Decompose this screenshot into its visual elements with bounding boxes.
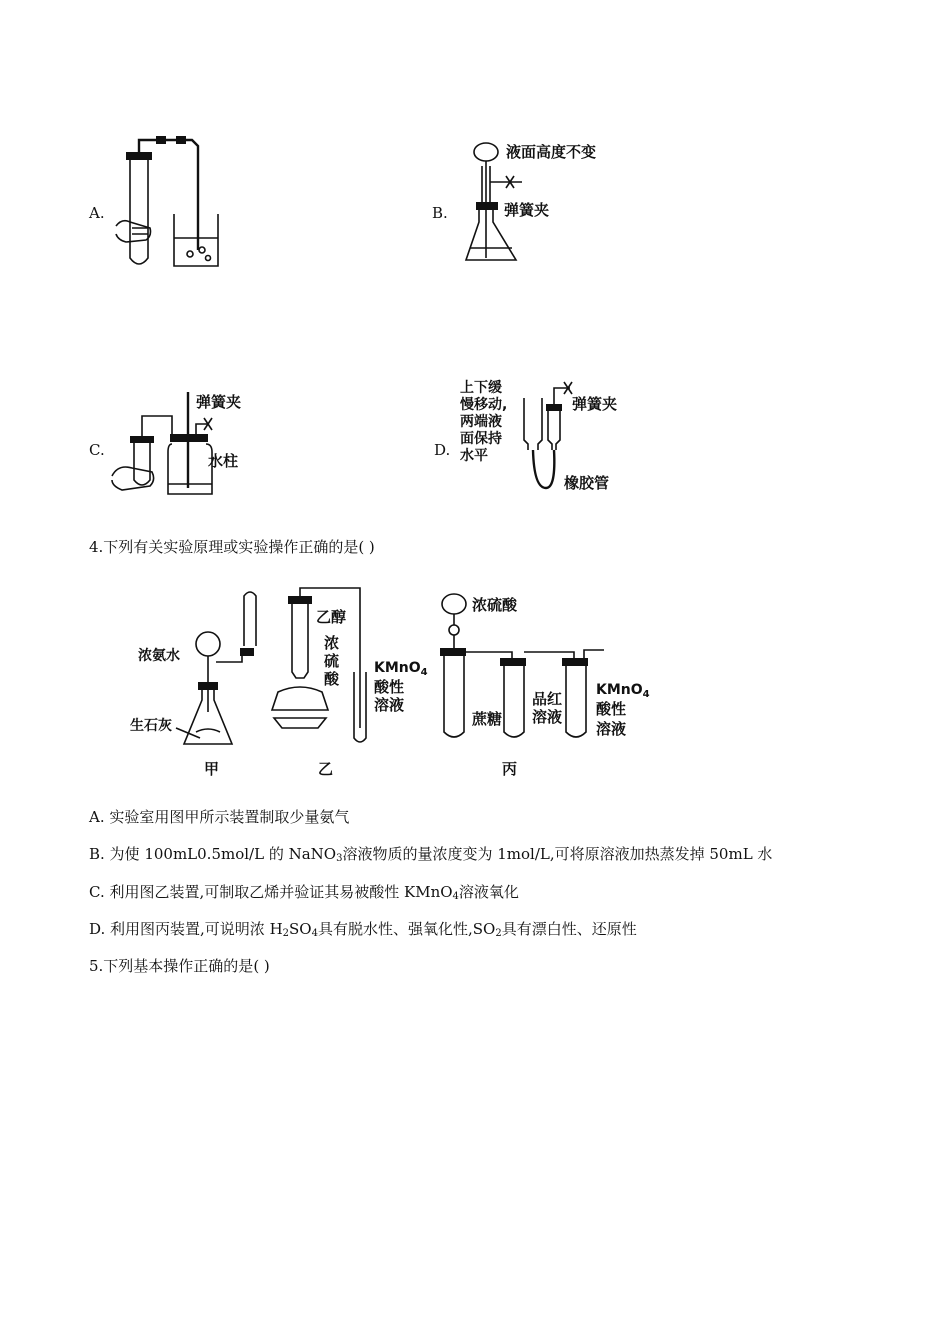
label-move-5: 水平 [460, 448, 488, 464]
question-4-stem: 4.下列有关实验原理或实验操作正确的是( ) [89, 538, 375, 556]
label-yi-acid-2: 硫 [324, 652, 340, 670]
caption-yi: 乙 [318, 760, 334, 778]
label-spring-clip-c: 弹簧夹 [196, 393, 242, 411]
q4-option-b: B. 为使 100mL0.5mol/L 的 NaNO$_3$溶液物质的量浓度变为 1mol/L,可将原溶液加热蒸发掉 50mL 水 [89, 845, 773, 864]
label-pinhong: 品红 [532, 690, 563, 708]
option-a-letter: A. [89, 204, 105, 222]
label-bing-solution: 溶液 [596, 720, 627, 738]
label-bing-acidic: 酸性 [596, 700, 627, 718]
label-bing-acid: 浓硫酸 [472, 596, 518, 614]
label-spring-clip-b: 弹簧夹 [504, 201, 550, 219]
q4-option-a: A. 实验室用图甲所示装置制取少量氨气 [89, 808, 350, 826]
label-pinhong-solution: 溶液 [532, 708, 563, 726]
label-yi-acidic: 酸性 [374, 678, 405, 696]
option-c-letter: C. [89, 441, 105, 459]
label-move-2: 慢移动, [460, 397, 508, 413]
apparatus-yi [272, 588, 428, 778]
caption-jia: 甲 [204, 760, 220, 778]
label-move-1: 上下缓 [460, 380, 502, 396]
apparatus-jia [130, 592, 256, 778]
figure-c-apparatus [108, 388, 258, 498]
label-yi-kmno4: KMnO$_4$ [374, 660, 428, 678]
label-sucrose: 蔗糖 [472, 710, 503, 728]
label-rubber-tube: 橡胶管 [564, 474, 610, 492]
option-d-letter: D. [434, 441, 451, 459]
label-move-4: 面保持 [460, 431, 502, 447]
q4-option-c: C. 利用图乙装置,可制取乙烯并验证其易被酸性 KMnO$_4$溶液氧化 [89, 883, 519, 902]
label-yi-acid-3: 酸 [324, 670, 340, 688]
figure-b-apparatus [462, 138, 622, 268]
label-liquid-level-unchanged: 液面高度不变 [506, 143, 597, 161]
label-ethanol: 乙醇 [316, 608, 347, 626]
label-water-column: 水柱 [208, 452, 239, 470]
label-quicklime: 生石灰 [130, 718, 172, 734]
label-bing-kmno4: KMnO$_4$ [596, 682, 650, 700]
label-conc-ammonia: 浓氨水 [138, 648, 180, 664]
label-spring-clip-d: 弹簧夹 [572, 395, 618, 413]
question-5-stem: 5.下列基本操作正确的是( ) [89, 957, 270, 975]
caption-bing: 丙 [502, 760, 518, 778]
label-move-3: 两端液 [460, 414, 502, 430]
label-yi-acid-1: 浓 [324, 634, 340, 652]
figure-a-apparatus [112, 130, 222, 275]
option-b-letter: B. [432, 204, 448, 222]
apparatus-bing [440, 594, 650, 778]
figure-d-apparatus [460, 378, 630, 498]
figure-q4-apparatus [128, 582, 668, 787]
q4-option-d: D. 利用图丙装置,可说明浓 $H_2SO_4$具有脱水性、强氧化性$,SO_2$具有漂白性、还原性 [89, 920, 637, 939]
label-yi-solution: 溶液 [374, 696, 405, 714]
